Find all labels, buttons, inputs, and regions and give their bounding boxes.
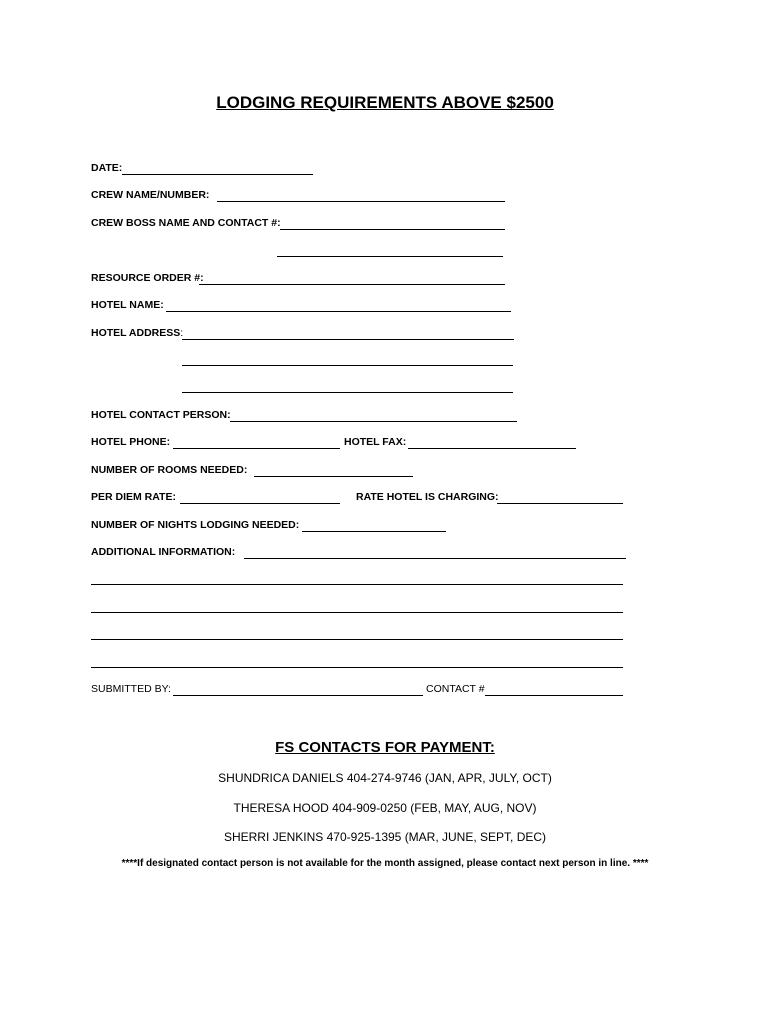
payment-contact-3: SHERRI JENKINS 470-925-1395 (MAR, JUNE, SEPT, DEC) bbox=[223, 830, 547, 844]
hotel-address-field-2[interactable] bbox=[182, 365, 513, 366]
resource-order-field[interactable] bbox=[199, 284, 505, 285]
resource-order-label: RESOURCE ORDER #: bbox=[91, 272, 204, 284]
rooms-needed-label: NUMBER OF ROOMS NEEDED: bbox=[91, 464, 248, 476]
hotel-address-colon: : bbox=[180, 327, 184, 339]
nights-needed-label: NUMBER OF NIGHTS LODGING NEEDED: bbox=[91, 519, 300, 531]
rate-charging-label: RATE HOTEL IS CHARGING: bbox=[356, 491, 499, 503]
additional-info-line-2[interactable] bbox=[91, 584, 623, 585]
crew-boss-label: CREW BOSS NAME AND CONTACT #: bbox=[91, 217, 281, 229]
payment-note: ****If designated contact person is not available for the month assigned, please contact next person in line. **** bbox=[121, 858, 649, 869]
contact-field[interactable] bbox=[485, 695, 623, 696]
additional-info-line-5[interactable] bbox=[91, 667, 623, 668]
submitted-by-label: SUBMITTED BY: bbox=[91, 683, 171, 695]
additional-info-line-4[interactable] bbox=[91, 639, 623, 640]
additional-info-line-3[interactable] bbox=[91, 612, 623, 613]
hotel-contact-label: HOTEL CONTACT PERSON: bbox=[91, 409, 231, 421]
rate-charging-field[interactable] bbox=[497, 503, 623, 504]
payment-contact-1: SHUNDRICA DANIELS 404-274-9746 (JAN, APR, JULY, OCT) bbox=[218, 771, 552, 785]
hotel-address-field-3[interactable] bbox=[182, 392, 513, 393]
crew-name-field[interactable] bbox=[217, 201, 505, 202]
hotel-fax-field[interactable] bbox=[408, 448, 576, 449]
additional-info-field[interactable] bbox=[244, 558, 626, 559]
hotel-address-text: HOTEL ADDRESS bbox=[91, 327, 181, 339]
crew-boss-field[interactable] bbox=[280, 229, 505, 230]
hotel-name-label: HOTEL NAME: bbox=[91, 299, 164, 311]
date-field[interactable] bbox=[122, 174, 313, 175]
payment-contact-2: THERESA HOOD 404-909-0250 (FEB, MAY, AUG, NOV) bbox=[233, 801, 537, 815]
hotel-contact-field[interactable] bbox=[230, 421, 517, 422]
per-diem-field[interactable] bbox=[180, 503, 340, 504]
nights-needed-field[interactable] bbox=[302, 531, 446, 532]
date-label: DATE: bbox=[91, 162, 123, 174]
hotel-address-field[interactable] bbox=[182, 339, 514, 340]
hotel-fax-label: HOTEL FAX: bbox=[344, 436, 407, 448]
hotel-address-label bbox=[91, 325, 183, 341]
rooms-needed-field[interactable] bbox=[254, 476, 413, 477]
hotel-phone-field[interactable] bbox=[173, 448, 340, 449]
hotel-name-field[interactable] bbox=[166, 311, 511, 312]
crew-name-label: CREW NAME/NUMBER: bbox=[91, 189, 210, 201]
form-title: LODGING REQUIREMENTS ABOVE $2500 bbox=[216, 93, 554, 112]
contact-label: CONTACT # bbox=[426, 683, 485, 695]
hotel-phone-label: HOTEL PHONE: bbox=[91, 436, 171, 448]
payment-contacts-title: FS CONTACTS FOR PAYMENT: bbox=[275, 739, 495, 756]
per-diem-label: PER DIEM RATE: bbox=[91, 491, 176, 503]
submitted-by-field[interactable] bbox=[173, 695, 423, 696]
crew-boss-field-2[interactable] bbox=[277, 256, 503, 257]
additional-info-label: ADDITIONAL INFORMATION: bbox=[91, 546, 236, 558]
